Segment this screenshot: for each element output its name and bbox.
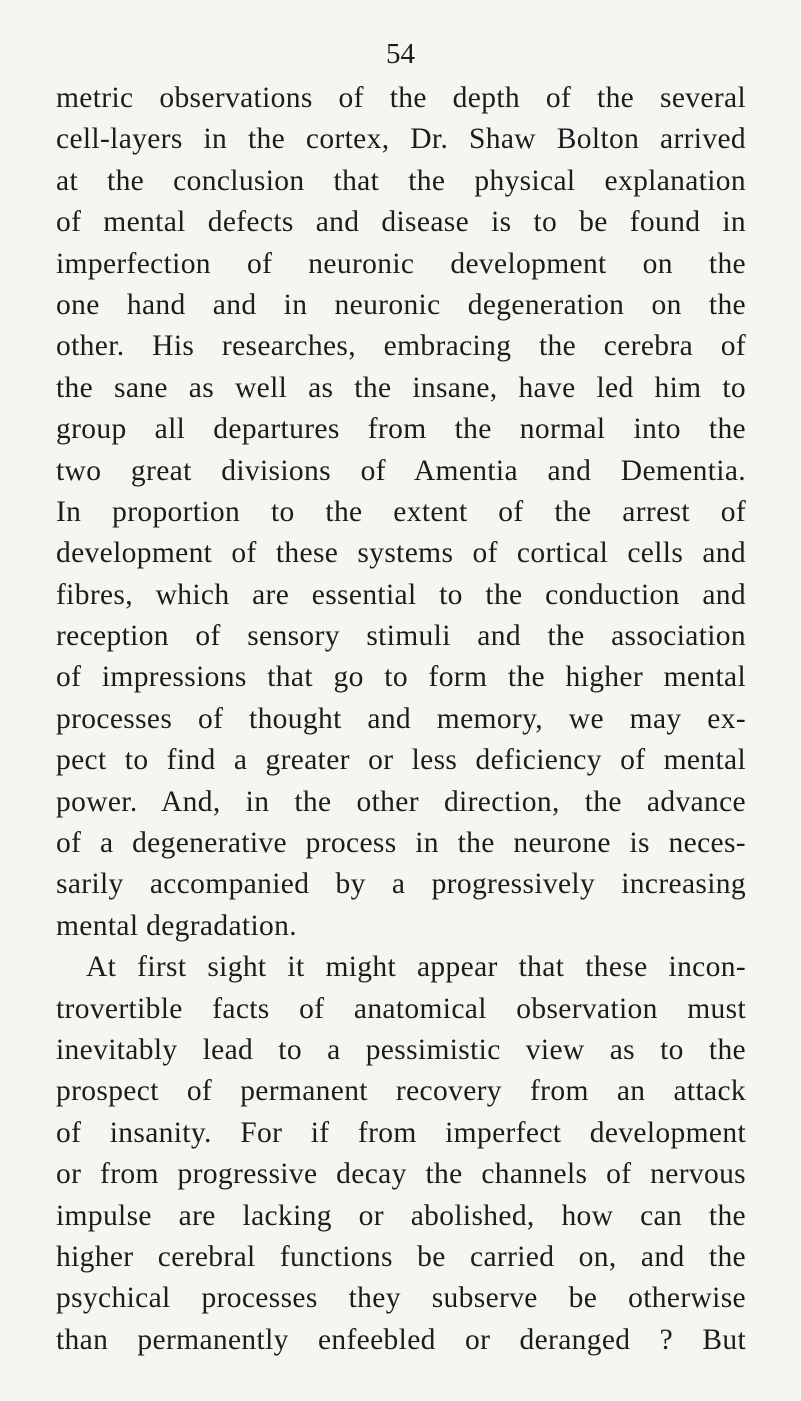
text-line: of a degenerative process in the neurone is neces- <box>56 827 746 860</box>
text-line: of impressions that go to form the higher mental <box>56 661 746 694</box>
text-line: of insanity. For if from imperfect development <box>56 1116 746 1149</box>
text-line: cell-layers in the cortex, Dr. Shaw Bolton arrived <box>56 123 746 156</box>
text-line: two great divisions of Amentia and Dementia. <box>56 454 746 487</box>
text-line: inevitably lead to a pessimistic view as to the <box>56 1033 746 1066</box>
text-line: reception of sensory stimuli and the association <box>56 620 746 653</box>
text-line: of mental defects and disease is to be found in <box>56 206 746 239</box>
text-line: power. And, in the other direction, the advance <box>56 785 746 818</box>
text-line: the sane as well as the insane, have led him to <box>56 371 746 404</box>
text-line: pect to find a greater or less deficiency of mental <box>56 744 746 777</box>
text-line: other. His researches, embracing the cerebra of <box>56 330 746 363</box>
paragraph-end-line: mental degradation. <box>56 909 297 942</box>
paragraph-start-line: At first sight it might appear that these incon- <box>86 951 746 984</box>
text-line: In proportion to the extent of the arrest of <box>56 495 746 528</box>
text-line: sarily accompanied by a progressively increasing <box>56 868 746 901</box>
text-line: at the conclusion that the physical explanation <box>56 164 746 197</box>
text-line: fibres, which are essential to the conduction and <box>56 578 746 611</box>
text-line: processes of thought and memory, we may ex- <box>56 702 746 735</box>
text-line: higher cerebral functions be carried on, and the <box>56 1240 746 1273</box>
text-line: metric observations of the depth of the several <box>56 82 746 114</box>
text-line: prospect of permanent recovery from an attack <box>56 1075 746 1108</box>
text-line: group all departures from the normal into the <box>56 413 746 446</box>
text-line: one hand and in neuronic degeneration on the <box>56 288 746 321</box>
text-line: or from progressive decay the channels of nervous <box>56 1158 746 1191</box>
body-text <box>56 78 746 1361</box>
text-line: psychical processes they subserve be otherwise <box>56 1282 746 1315</box>
text-line: impulse are lacking or abolished, how can the <box>56 1199 746 1232</box>
text-line: trovertible facts of anatomical observation must <box>56 992 746 1025</box>
text-line: imperfection of neuronic development on the <box>56 247 746 280</box>
page-number: 54 <box>386 38 415 70</box>
text-line: than permanently enfeebled or deranged ? But <box>56 1323 746 1356</box>
text-line: development of these systems of cortical cells and <box>56 537 746 570</box>
